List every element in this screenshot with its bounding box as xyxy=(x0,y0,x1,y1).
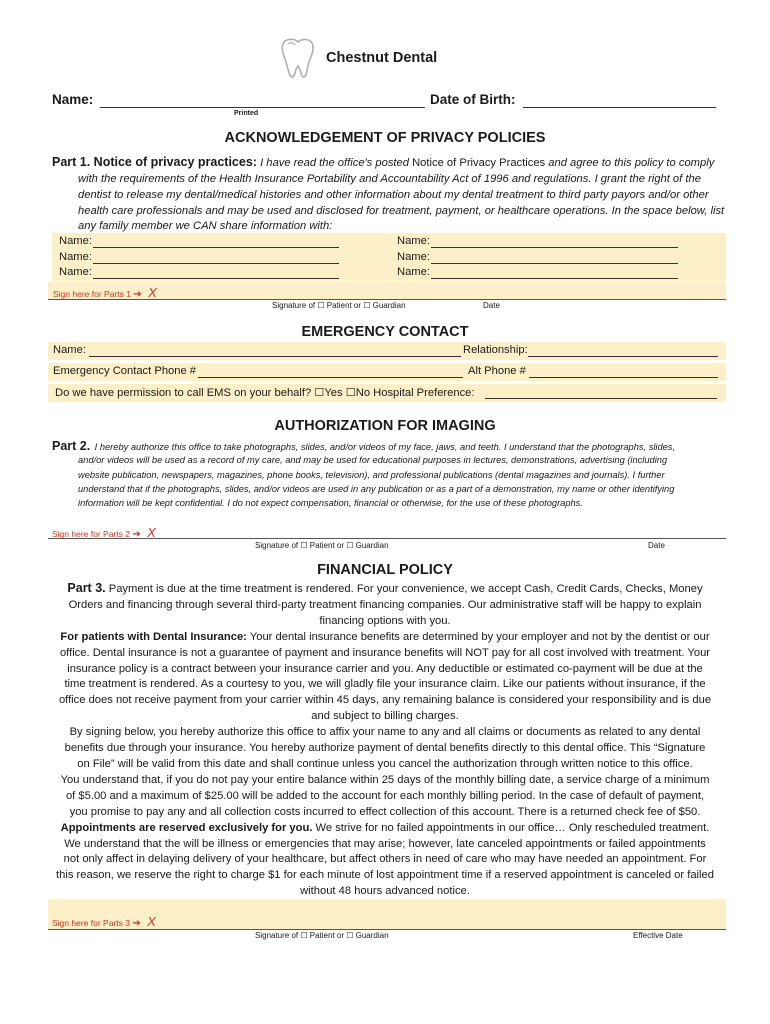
financial-line: on File” will be valid from this date and shall continue unless you cancel the authorization through written notice to this office. xyxy=(77,757,693,770)
financial-line xyxy=(44,581,726,598)
family-name-label: Name: xyxy=(397,235,430,247)
family-name-label: Name: xyxy=(59,235,92,247)
dob-label: Date of Birth: xyxy=(430,92,516,107)
financial-line: of $5.00 and a maximum of $25.00 will be added to the account for each monthly billing period. In the case of default of payment, xyxy=(65,789,705,802)
emergency-phone-field[interactable] xyxy=(198,377,463,378)
financial-line: office does not receive payment from your carrier within 45 days, any remaining balance is considered your responsibility and is due xyxy=(58,694,712,707)
privacy-line-5: any family member we CAN share information with: xyxy=(78,220,333,232)
hospital-preference-label: Hospital Preference: xyxy=(373,387,475,399)
financial-policy-text xyxy=(44,581,726,900)
x-mark-icon: X xyxy=(148,285,157,300)
hospital-preference-field[interactable] xyxy=(485,398,717,399)
part1-label: Part 1. Notice of privacy practices: xyxy=(52,155,257,169)
imaging-line-4: understand that if the photographs, slides, and/or videos are used in any publication or as a part of a demonstration, my name or other identifying xyxy=(78,484,675,494)
imaging-title: AUTHORIZATION FOR IMAGING xyxy=(274,418,496,434)
arrow-right-icon: ➔ xyxy=(132,529,141,540)
financial-line: financing options with you. xyxy=(319,614,451,627)
dob-field[interactable] xyxy=(523,107,716,108)
ems-permission-row xyxy=(55,386,475,399)
arrow-right-icon: ➔ xyxy=(133,289,142,300)
tooth-logo-icon xyxy=(276,36,318,80)
privacy-line-2: with the requirements of the Health Insurance Portability and Accountability Act of 1996 and regulations. I grant the right of the xyxy=(78,173,701,185)
patient-name-field[interactable] xyxy=(100,107,425,108)
family-name-field[interactable] xyxy=(93,263,339,264)
family-name-field[interactable] xyxy=(431,278,678,279)
date-caption-3: Effective Date xyxy=(633,931,683,940)
date-caption-1: Date xyxy=(483,301,500,310)
financial-line xyxy=(44,821,726,837)
emergency-phone-label: Emergency Contact Phone # xyxy=(53,365,197,377)
financial-line: office. Dental insurance is not a guarantee of payment and insurance benefits will NOT pay for all cost involved with treatment. Your xyxy=(59,646,711,659)
practice-name: Chestnut Dental xyxy=(326,50,438,66)
financial-text: Your dental insurance benefits are determined by your employer and not by the dentist or our xyxy=(249,630,710,643)
financial-text: We strive for no failed appointments in our office… Only rescheduled treatment. xyxy=(315,821,710,834)
part3-label: Part 3. xyxy=(67,581,106,595)
family-name-label: Name: xyxy=(59,266,92,278)
privacy-line-1 xyxy=(52,155,714,169)
imaging-line-5: information will be kept confidential. I do not expect compensation, financial or otherwise, for the use of these photographs. xyxy=(78,498,583,508)
financial-text: Payment is due at the time treatment is rendered. For your convenience, we accept Cash, Credit Cards, Checks, Money xyxy=(108,583,703,595)
sign-label-2: Sign here for Parts 2 xyxy=(52,529,130,539)
privacy-text-a: I have read the office's posted xyxy=(260,157,409,169)
printed-note: Printed xyxy=(234,110,259,117)
sign-prompt-1 xyxy=(53,285,157,300)
financial-line: insurance policy is a contract between your insurance carrier and you. Any deductible or estimated co-payment will be due at the xyxy=(67,662,703,675)
relationship-label: Relationship: xyxy=(463,344,528,356)
signature-caption-3: Signature of ☐ Patient or ☐ Guardian xyxy=(255,931,389,940)
ems-no-label: No xyxy=(355,387,371,399)
emergency-name-field[interactable] xyxy=(89,356,461,357)
emergency-name-label: Name: xyxy=(53,344,86,356)
patient-name-label: Name: xyxy=(52,92,94,107)
family-name-field[interactable] xyxy=(431,247,678,248)
insurance-heading: For patients with Dental Insurance: xyxy=(60,630,247,643)
financial-line: without 48 hours advanced notice. xyxy=(300,885,470,898)
sign-label-1: Sign here for Parts 1 xyxy=(53,289,131,299)
family-name-label: Name: xyxy=(59,251,92,263)
ems-yes-label: Yes xyxy=(324,387,343,399)
signature-line-2[interactable] xyxy=(48,538,726,539)
financial-line: You understand that, if you do not pay your entire balance within 25 days of the monthly billing date, a service charge of a minimum xyxy=(60,773,710,786)
financial-line: you promise to pay any and all collection costs incurred to effect collection of this account. There is a returned check fee of $50. xyxy=(69,805,701,818)
x-mark-icon: X xyxy=(147,525,156,540)
signature-line-3 xyxy=(48,929,726,930)
part2-label: Part 2. xyxy=(52,439,91,453)
financial-title: FINANCIAL POLICY xyxy=(317,562,453,578)
sign-prompt-3 xyxy=(52,914,156,929)
financial-line xyxy=(44,630,726,646)
privacy-notice-ref: Notice of Privacy Practices xyxy=(412,157,546,169)
financial-line: this reason, we reserve the right to charge $1 for each minute of lost appointment time if a reserved appointment is canceled or failed xyxy=(56,869,714,882)
signature-line-1 xyxy=(48,299,726,300)
imaging-line-1 xyxy=(52,437,675,455)
appointments-heading: Appointments are reserved exclusively for you. xyxy=(60,821,313,834)
financial-line: Orders and financing through several third-party treatment financing companies. Our administrative staff will be happy to explain xyxy=(68,598,702,611)
imaging-first-line: I hereby authorize this office to take photographs, slides, and/or videos of my face, jaws, and teeth. I understand that the photographs, slides, xyxy=(94,442,676,452)
family-name-field[interactable] xyxy=(431,263,678,264)
imaging-line-2: and/or videos will be used as a record of my care, and may be used for educational purposes in lectures, demonstrations, advertising (including xyxy=(78,455,668,465)
privacy-text-c: and agree to this policy to comply xyxy=(548,157,715,169)
alt-phone-field[interactable] xyxy=(529,377,718,378)
signature-caption-1: Signature of ☐ Patient or ☐ Guardian xyxy=(272,301,406,310)
privacy-line-4: health care professionals and may be used and disclosed for treatment, payment, or healthcare operations. In the space below, list xyxy=(78,205,725,217)
family-name-field[interactable] xyxy=(93,247,339,248)
emergency-title: EMERGENCY CONTACT xyxy=(301,324,469,340)
signature-caption-2: Signature of ☐ Patient or ☐ Guardian xyxy=(255,541,389,550)
emergency-row-1 xyxy=(48,342,726,360)
alt-phone-label: Alt Phone # xyxy=(468,365,526,377)
arrow-right-icon: ➔ xyxy=(132,918,141,929)
ems-yes-checkbox[interactable]: ☐ xyxy=(314,387,325,399)
family-members-box xyxy=(52,233,726,281)
financial-line: benefits due through your insurance. You hereby authorize payment of dental benefits directly to this dental office. This “Signature xyxy=(64,742,706,755)
date-caption-2: Date xyxy=(648,541,665,550)
ems-no-checkbox[interactable]: ☐ xyxy=(345,387,356,399)
sign-label-3: Sign here for Parts 3 xyxy=(52,918,130,928)
family-name-label: Name: xyxy=(397,251,430,263)
privacy-title: ACKNOWLEDGEMENT OF PRIVACY POLICIES xyxy=(224,130,546,146)
financial-line: We understand that the will be illness or emergencies that may arise; however, late canceled appointments or failed appointments xyxy=(64,837,706,850)
imaging-line-3: website publication, newspapers, magazines, phone books, television), and professional publications (dental magazines and journals). I further xyxy=(78,470,665,480)
financial-line: By signing below, you hereby authorize this office to affix your name to any and all claims or documents as related to any dental xyxy=(69,726,701,739)
financial-line: and subject to billing charges. xyxy=(311,710,459,723)
x-mark-icon: X xyxy=(147,914,156,929)
privacy-line-3: dentist to release my dental/medical histories and other information about my dental treatment to third party payors and/or other xyxy=(78,189,709,201)
financial-line: not only affect in delaying delivery of your healthcare, but affect others in need of care who may have needed an appointment. For xyxy=(63,853,707,866)
financial-line: time treatment is rendered. As a courtesy to you, we will gladly file your insurance claim. Like our patients without insurance, if the xyxy=(64,678,706,691)
ems-question: Do we have permission to call EMS on your behalf? xyxy=(55,387,312,399)
relationship-field[interactable] xyxy=(528,356,718,357)
family-name-label: Name: xyxy=(397,266,430,278)
family-name-field[interactable] xyxy=(93,278,339,279)
